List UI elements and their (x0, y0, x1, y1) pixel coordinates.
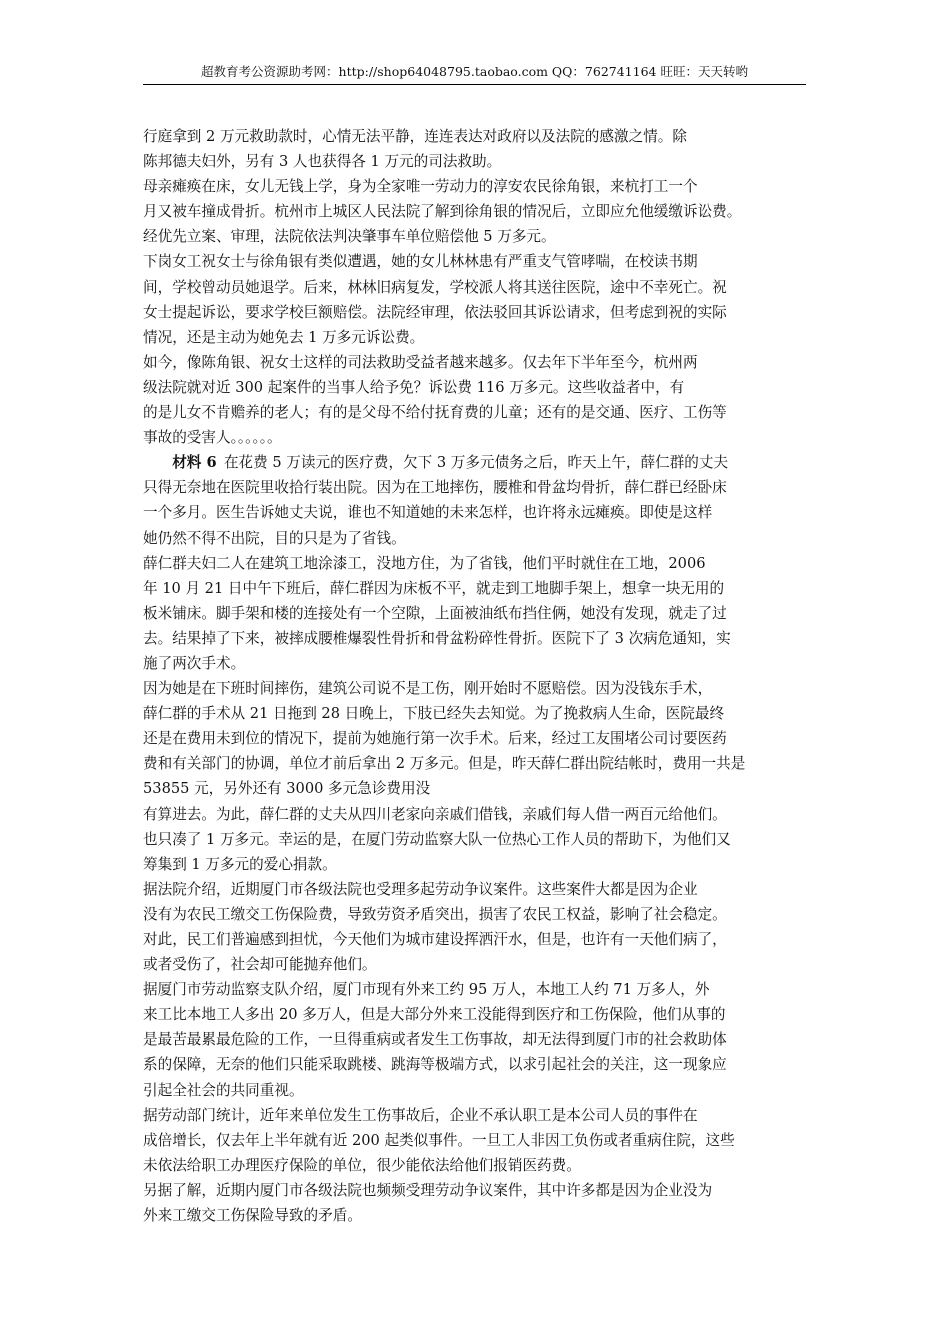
text-line: 间，学校曾动员她退学。后来，林林旧病复发，学校派人将其送往医院，途中不幸死亡。祝 (143, 278, 727, 296)
material-heading: 材料 6 (172, 454, 217, 472)
text-line: 板米铺床。脚手架和楼的连接处有一个空隙，上面被油纸布挡住俩，她没有发现，就走了过 (143, 604, 727, 622)
text-line: 月又被车撞成骨折。杭州市上城区人民法院了解到徐角银的情况后，立即应允他缓缴诉讼费。 (143, 203, 742, 221)
text-line: 据厦门市劳动监察支队介绍，厦门市现有外来工约 95 万人，本地工人约 71 万多人，外 (143, 981, 710, 999)
text-line: 53855 元，另外还有 3000 多元急诊费用没 (143, 780, 431, 798)
text-line: 的是儿女不肯赡养的老人；有的是父母不给付抚育费的儿童；还有的是交通、医疗、工伤等 (143, 404, 727, 422)
material-6-line (143, 450, 815, 475)
text-line: 据劳动部门统计，近年来单位发生工伤事故后，企业不承认职工是本公司人员的事件在 (143, 1106, 698, 1124)
text-line: 费和有关部门的协调，单位才前后拿出 2 万多元。但是，昨天薛仁群出院结帐时，费用一共是 (143, 755, 746, 773)
text-line: 是最苦最累最危险的工作，一旦得重病或者发生工伤事故，却无法得到厦门市的社会救助体 (143, 1031, 727, 1049)
text-line: 下岗女工祝女士与徐角银有类似遭遇，她的女儿林林患有严重支气管哮喘，在校读书期 (143, 253, 698, 271)
text-line: 行庭拿到 2 万元救助款时，心情无法平静，连连表达对政府以及法院的感激之情。除 (143, 128, 687, 145)
text-line: 施了两次手术。 (143, 654, 246, 672)
text-line: 薛仁群的手术从 21 日拖到 28 日晚上，下肢已经失去知觉。为了挽救病人生命，医院最终 (143, 705, 725, 723)
text-line: 母亲瘫痪在床，女儿无钱上学，身为全家唯一劳动力的淳安农民徐角银，来杭打工一个 (143, 178, 698, 196)
text-line: 引起全社会的共同重视。 (143, 1081, 304, 1099)
text-line: 情况，还是主动为她免去 1 万多元诉讼费。 (143, 328, 425, 346)
text-line: 筹集到 1 万多元的爱心捐款。 (143, 855, 337, 873)
text-line: 未依法给职工办理医疗保险的单位，很少能依法给他们报销医药费。 (143, 1156, 581, 1174)
text-line: 薛仁群夫妇二人在建筑工地涂漆工，没地方住，为了省钱，他们平时就住在工地，2006 (143, 554, 706, 572)
page-header: 超教育考公资源助考网：http://shop64048795.taobao.com QQ：762741164 旺旺：天天转哟 (143, 63, 806, 85)
article-body (143, 124, 815, 1228)
text-line: 去。结果掉了下来，被摔成腰椎爆裂性骨折和骨盆粉碎性骨折。医院下了 3 次病危通知，实 (143, 629, 731, 647)
text-line: 女士提起诉讼，要求学校巨额赔偿。法院经审理，依法驳回其诉讼请求，但考虑到祝的实际 (143, 303, 727, 321)
text-line: 因为她是在下班时间摔伤，建筑公司说不是工伤，刚开始时不愿赔偿。因为没钱东手术， (143, 680, 713, 698)
text-line: 也只凑了 1 万多元。幸运的是，在厦门劳动监察大队一位热心工作人员的帮助下，为他们又 (143, 830, 731, 848)
text-line: 据法院介绍，近期厦门市各级法院也受理多起劳动争议案件。这些案件大都是因为企业 (143, 880, 698, 898)
text-line: 如今，像陈角银、祝女士这样的司法救助受益者越来越多。仅去年下半年至今，杭州两 (143, 353, 698, 371)
text-line: 系的保障，无奈的他们只能采取跳楼、跳海等极端方式，以求引起社会的关注，这一现象应 (143, 1056, 727, 1074)
text-line: 级法院就对近 300 起案件的当事人给予免？诉讼费 116 万多元。这些收益者中，有 (143, 378, 685, 396)
text-line: 或者受伤了，社会却可能抛弃他们。 (143, 956, 377, 974)
text-line: 成倍增长，仅去年上半年就有近 200 起类似事件。一旦工人非因工负伤或者重病住院，这些 (143, 1131, 735, 1149)
text-line: 一个多月。医生告诉她丈夫说，谁也不知道她的未来怎样，也许将永远瘫痪。即使是这样 (143, 504, 713, 522)
text-line: 外来工缴交工伤保险导致的矛盾。 (143, 1207, 362, 1225)
text-line: 事故的受害人。。。。。。 (143, 429, 282, 447)
text-line: 还是在费用未到位的情况下，提前为她施行第一次手术。后来，经过工友围堵公司讨要医药 (143, 730, 727, 748)
text-line: 经优先立案、审理，法院依法判决肇事车单位赔偿他 5 万多元。 (143, 228, 556, 246)
text-line: 年 10 月 21 日中午下班后，薛仁群因为床板不平，就走到工地脚手架上，想拿一块无用的 (143, 579, 725, 597)
text-line: 来工比本地工人多出 20 多万人，但是大部分外来工没能得到医疗和工伤保险，他们从事的 (143, 1006, 726, 1024)
text-line: 只得无奈地在医院里收拾行装出院。因为在工地摔伤，腰椎和骨盆均骨折，薛仁群已经卧床 (143, 479, 727, 497)
text-line: 她仍然不得不出院，目的只是为了省钱。 (143, 529, 406, 547)
text-line: 陈邦德夫妇外，另有 3 人也获得各 1 万元的司法救助。 (143, 153, 502, 171)
text-line: 另据了解，近期内厦门市各级法院也频频受理劳动争议案件，其中许多都是因为企业没为 (143, 1181, 713, 1199)
text-line: 在花费 5 万读元的医疗费，欠下 3 万多元债务之后，昨天上午，薛仁群的丈夫 (223, 454, 729, 472)
text-line: 有算进去。为此，薛仁群的丈夫从四川老家向亲戚们借钱，亲戚们每人借一两百元给他们。 (143, 805, 727, 823)
text-line: 对此，民工们普遍感到担忧，今天他们为城市建设挥洒汗水，但是，也许有一天他们病了， (143, 931, 727, 948)
text-line: 没有为农民工缴交工伤保险费，导致劳资矛盾突出，损害了农民工权益，影响了社会稳定。 (143, 905, 727, 923)
